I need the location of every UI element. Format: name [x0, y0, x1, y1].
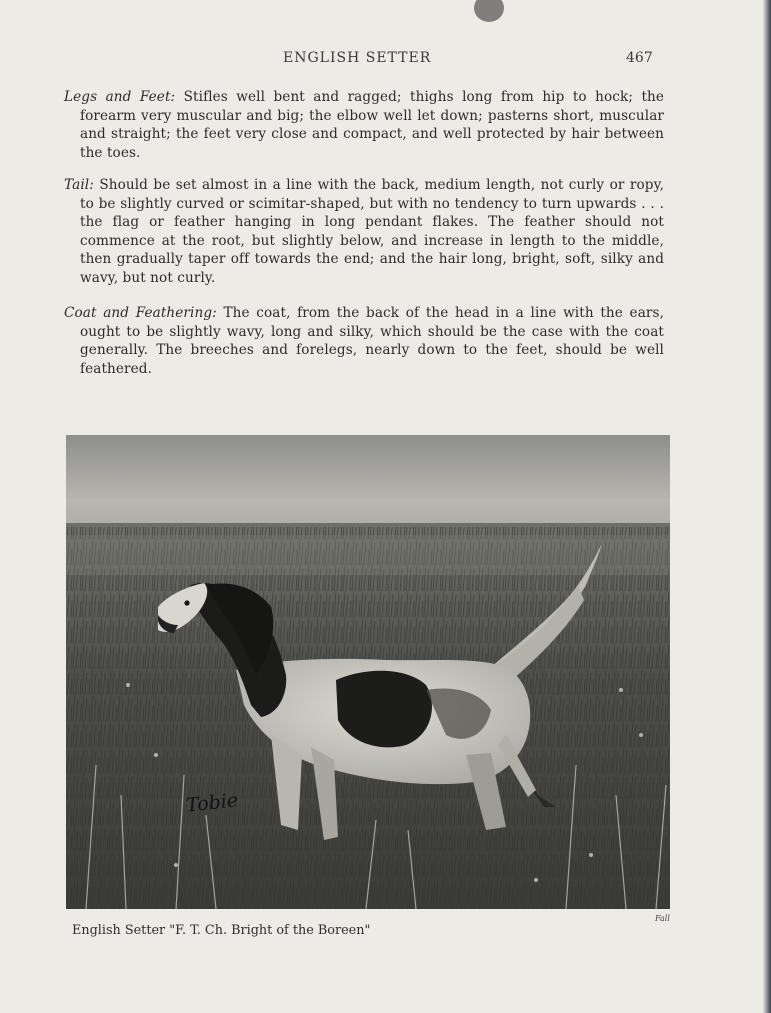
section-term: Coat and Feathering: [64, 305, 217, 321]
punch-hole [474, 0, 504, 22]
photo-caption: English Setter "F. T. Ch. Bright of the Boreen" [72, 923, 371, 938]
running-head: ENGLISH SETTER [283, 50, 432, 66]
photo-credit: Fall [655, 914, 670, 923]
photographer-signature: Tobie [184, 789, 240, 817]
section-legs-and-feet [64, 88, 664, 162]
section-coat-and-feathering [64, 304, 664, 378]
setter-photo-illustration [66, 435, 670, 909]
section-text: Stifles well bent and ragged; thighs long from hip to hock; the forearm very muscular and big; the elbow well let down; pasterns short, muscular and straight; the feet very close and compact, and well protected by hair between the toes. [80, 89, 665, 161]
page-edge [763, 0, 771, 1013]
section-text: Should be set almost in a line with the back, medium length, not curly or ropy, to be slightly curved or scimitar-shaped, but with no tendency to turn upwards . . . the flag or feather hanging in long pendant flakes. The feather should not commence at the root, but slightly below, and increase in length to the middle, then gradually taper off towards the end; and the hair long, bright, soft, silky and wavy, but not curly. [80, 177, 664, 286]
section-term: Tail: [64, 177, 94, 193]
section-tail [64, 176, 664, 288]
page-number: 467 [626, 50, 653, 66]
section-text: The coat, from the back of the head in a line with the ears, ought to be slightly wavy, long and silky, which should be the case with the coat generally. The breeches and forelegs, nearly down to the feet, should be well feathered. [80, 305, 664, 377]
setter-photograph [66, 435, 670, 909]
section-term: Legs and Feet: [64, 89, 176, 105]
